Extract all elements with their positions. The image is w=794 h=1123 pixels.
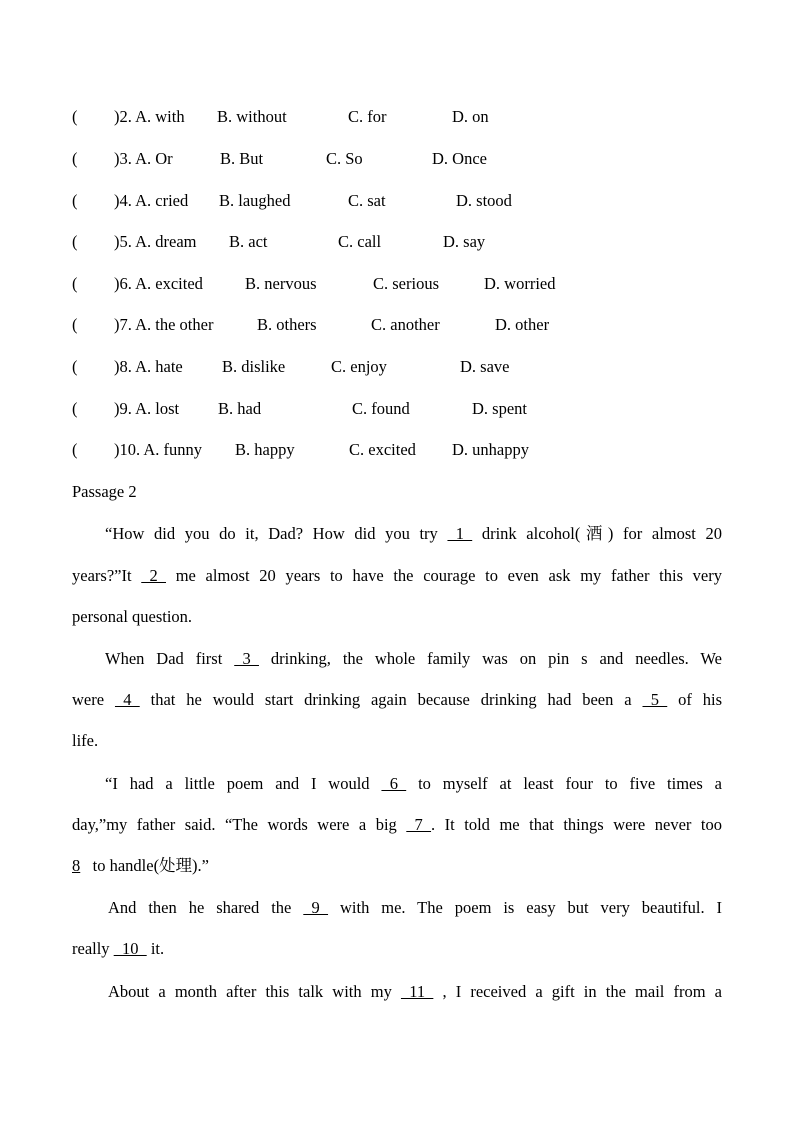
passage-line [108,896,722,920]
option-a: )4. A. cried [114,191,189,210]
option-b: B. But [220,149,264,168]
passage-text: really [72,939,110,958]
option-a: )5. A. dream [114,232,197,251]
answer-blank: 6 [381,774,407,793]
passage-text: . It told me that things were never too [431,815,722,834]
option-b: B. dislike [222,357,286,376]
passage-text: About a month after this talk with my [108,982,392,1001]
passage-line [105,772,722,796]
passage-text: that he would start drinking again because drinking had been a [150,690,632,709]
answer-blank: 4 [114,690,140,709]
answer-blank: 8 [72,856,81,875]
option-a: )8. A. hate [114,357,183,376]
passage-text: When Dad first [105,649,223,668]
option-c: C. So [326,149,363,168]
option-d: D. spent [472,399,527,418]
option-a: )6. A. excited [114,274,203,293]
option-a: )2. A. with [114,107,185,126]
passage-text: personal question. [72,607,193,626]
option-a: )9. A. lost [114,399,180,418]
passage-line [72,854,209,878]
option-c: C. for [348,107,387,126]
option-d: D. on [452,107,489,126]
option-d: D. unhappy [452,440,529,459]
option-b: B. without [217,107,287,126]
passage-text: , I received a gift in the mail from a [442,982,723,1001]
passage-line [72,729,98,753]
passage-text: to handle(处理).” [92,856,210,875]
passage-text: with me. The poem is easy but very beautiful. I [339,898,723,917]
passage-text: drink alcohol(酒) for almost 20 [481,524,723,543]
passage-line [72,937,164,961]
passage-line [108,980,722,1004]
passage-title: Passage 2 [72,482,137,501]
answer-paren: ( [72,149,78,168]
answer-paren: ( [72,191,78,210]
answer-paren: ( [72,107,78,126]
option-c: C. found [352,399,410,418]
passage-text: drinking, the whole family was on pin s and needles. We [270,649,723,668]
option-b: B. others [257,315,317,334]
passage-text: “How did you do it, Dad? How did you try [105,524,438,543]
option-c: C. enjoy [331,357,387,376]
option-a: )7. A. the other [114,315,214,334]
option-d: D. save [460,357,510,376]
answer-paren: ( [72,357,78,376]
answer-paren: ( [72,440,78,459]
option-d: D. other [495,315,550,334]
passage-text: life. [72,731,99,750]
passage-text: day,”my father said. “The words were a big [72,815,397,834]
answer-blank: 3 [234,649,259,668]
passage-line [105,522,722,546]
answer-paren: ( [72,315,78,334]
option-a: )10. A. funny [114,440,202,459]
answer-blank: 1 [447,524,473,543]
passage-text: it. [150,939,165,958]
passage-line [72,564,722,588]
answer-blank: 5 [642,690,668,709]
option-b: B. had [218,399,262,418]
passage-text: “I had a little poem and I would [105,774,370,793]
option-d: D. worried [484,274,556,293]
option-c: C. excited [349,440,416,459]
option-c: C. call [338,232,382,251]
option-d: D. stood [456,191,512,210]
passage-line [72,688,722,712]
passage-line [72,605,192,629]
passage-text: me almost 20 years to have the courage to even ask my father this very [175,566,723,585]
answer-paren: ( [72,232,78,251]
answer-blank: 11 [400,982,434,1001]
option-c: C. serious [373,274,439,293]
answer-paren: ( [72,399,78,418]
passage-line [72,813,722,837]
option-a: )3. A. Or [114,149,173,168]
passage-text: years?”It [72,566,132,585]
passage-text: to myself at least four to five times a [418,774,722,793]
answer-blank: 9 [303,898,329,917]
option-b: B. act [229,232,268,251]
passage-text: of his [678,690,723,709]
option-d: D. Once [432,149,487,168]
answer-paren: ( [72,274,78,293]
answer-blank: 7 [406,815,432,834]
answer-blank: 10 [113,939,147,958]
option-b: B. happy [235,440,295,459]
option-b: B. laughed [219,191,291,210]
option-d: D. say [443,232,486,251]
option-c: C. sat [348,191,386,210]
option-c: C. another [371,315,440,334]
passage-text: And then he shared the [108,898,292,917]
passage-text: were [72,690,105,709]
passage-line [105,647,722,671]
answer-blank: 2 [141,566,166,585]
option-b: B. nervous [245,274,317,293]
